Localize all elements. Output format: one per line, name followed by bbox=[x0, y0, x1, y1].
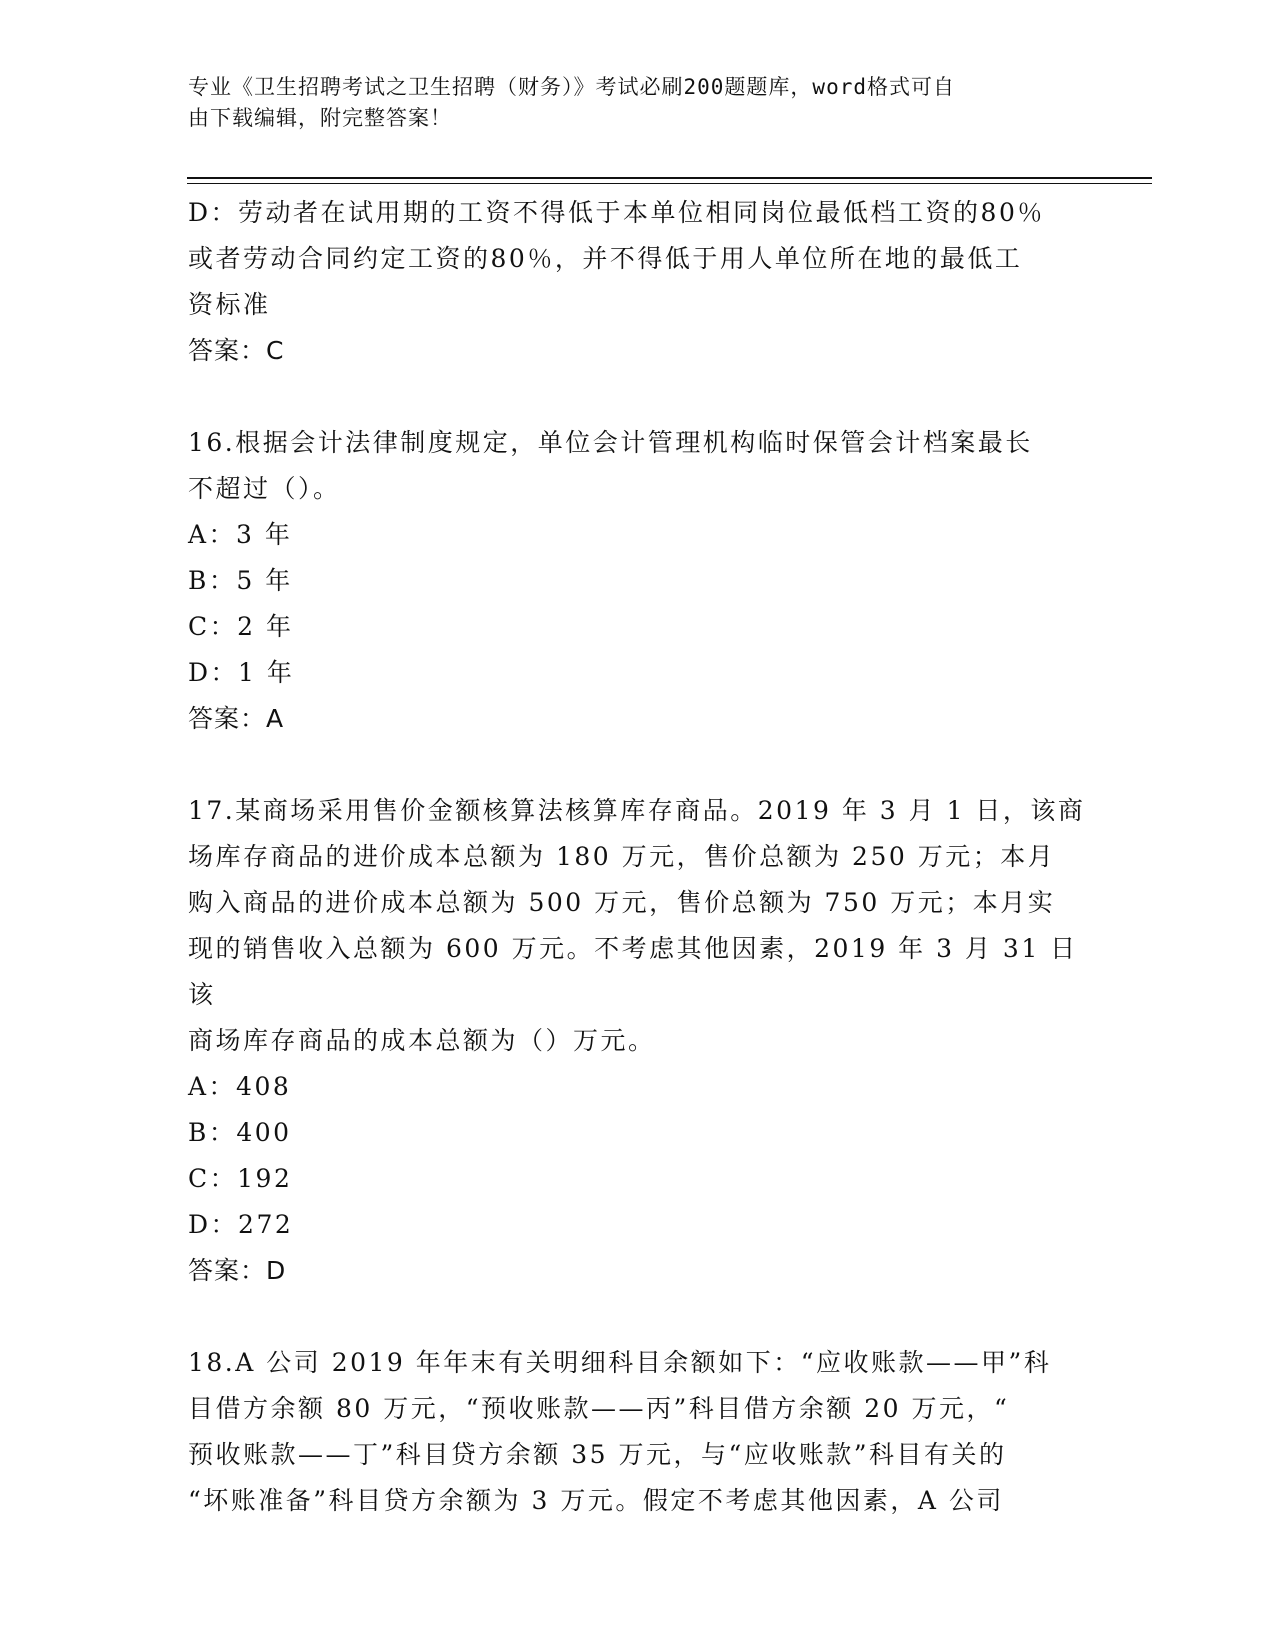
option-c: C：2 年 bbox=[188, 612, 294, 641]
previous-question-tail bbox=[188, 190, 1093, 374]
header-divider-thin bbox=[187, 183, 1152, 184]
option-text: 或者劳动合同约定工资的80％，并不得低于用人单位所在地的最低工 bbox=[188, 244, 1023, 273]
question-stem: 商场库存商品的成本总额为（）万元。 bbox=[188, 1026, 656, 1055]
question-18 bbox=[188, 1340, 1093, 1524]
option-d: D：272 bbox=[188, 1210, 294, 1239]
question-stem: 18.A 公司 2019 年年末有关明细科目余额如下：“应收账款——甲”科 bbox=[188, 1348, 1052, 1377]
option-text: 资标准 bbox=[188, 290, 271, 319]
answer-label: 答案：A bbox=[188, 704, 285, 733]
header-line: 由下载编辑，附完整答案！ bbox=[188, 106, 452, 130]
option-b: B：400 bbox=[188, 1118, 292, 1147]
question-stem: 不超过（）。 bbox=[188, 474, 341, 503]
spacer bbox=[188, 1294, 1093, 1340]
document-body bbox=[188, 190, 1093, 1524]
option-text: D：劳动者在试用期的工资不得低于本单位相同岗位最低档工资的80％ bbox=[188, 198, 1045, 227]
option-a: A：3 年 bbox=[188, 520, 293, 549]
question-stem: 目借方余额 80 万元，“预收账款——丙”科目借方余额 20 万元，“ bbox=[188, 1394, 1010, 1423]
question-stem: 场库存商品的进价成本总额为 180 万元，售价总额为 250 万元；本月 bbox=[188, 842, 1056, 871]
option-b: B：5 年 bbox=[188, 566, 293, 595]
question-17 bbox=[188, 788, 1093, 1294]
question-stem: 预收账款——丁”科目贷方余额 35 万元，与“应收账款”科目有关的 bbox=[188, 1440, 1007, 1469]
header-divider-thick bbox=[187, 177, 1152, 179]
question-16 bbox=[188, 420, 1093, 742]
question-stem: 购入商品的进价成本总额为 500 万元，售价总额为 750 万元；本月实 bbox=[188, 888, 1056, 917]
spacer bbox=[188, 742, 1093, 788]
header-line: 专业《卫生招聘考试之卫生招聘（财务）》考试必刷200题题库，word格式可自 bbox=[188, 75, 955, 99]
answer-label: 答案：D bbox=[188, 1256, 287, 1285]
option-d: D：1 年 bbox=[188, 658, 295, 687]
question-stem: “坏账准备”科目贷方余额为 3 万元。假定不考虑其他因素，A 公司 bbox=[188, 1486, 1004, 1515]
answer-label: 答案：C bbox=[188, 336, 285, 365]
question-stem: 现的销售收入总额为 600 万元。不考虑其他因素，2019 年 3 月 31 日该 bbox=[188, 934, 1078, 1009]
option-a: A：408 bbox=[188, 1072, 292, 1101]
page-header bbox=[188, 72, 1078, 134]
question-stem: 16.根据会计法律制度规定，单位会计管理机构临时保管会计档案最长 bbox=[188, 428, 1033, 457]
option-c: C：192 bbox=[188, 1164, 293, 1193]
question-stem: 17.某商场采用售价金额核算法核算库存商品。2019 年 3 月 1 日，该商 bbox=[188, 796, 1086, 825]
spacer bbox=[188, 374, 1093, 420]
